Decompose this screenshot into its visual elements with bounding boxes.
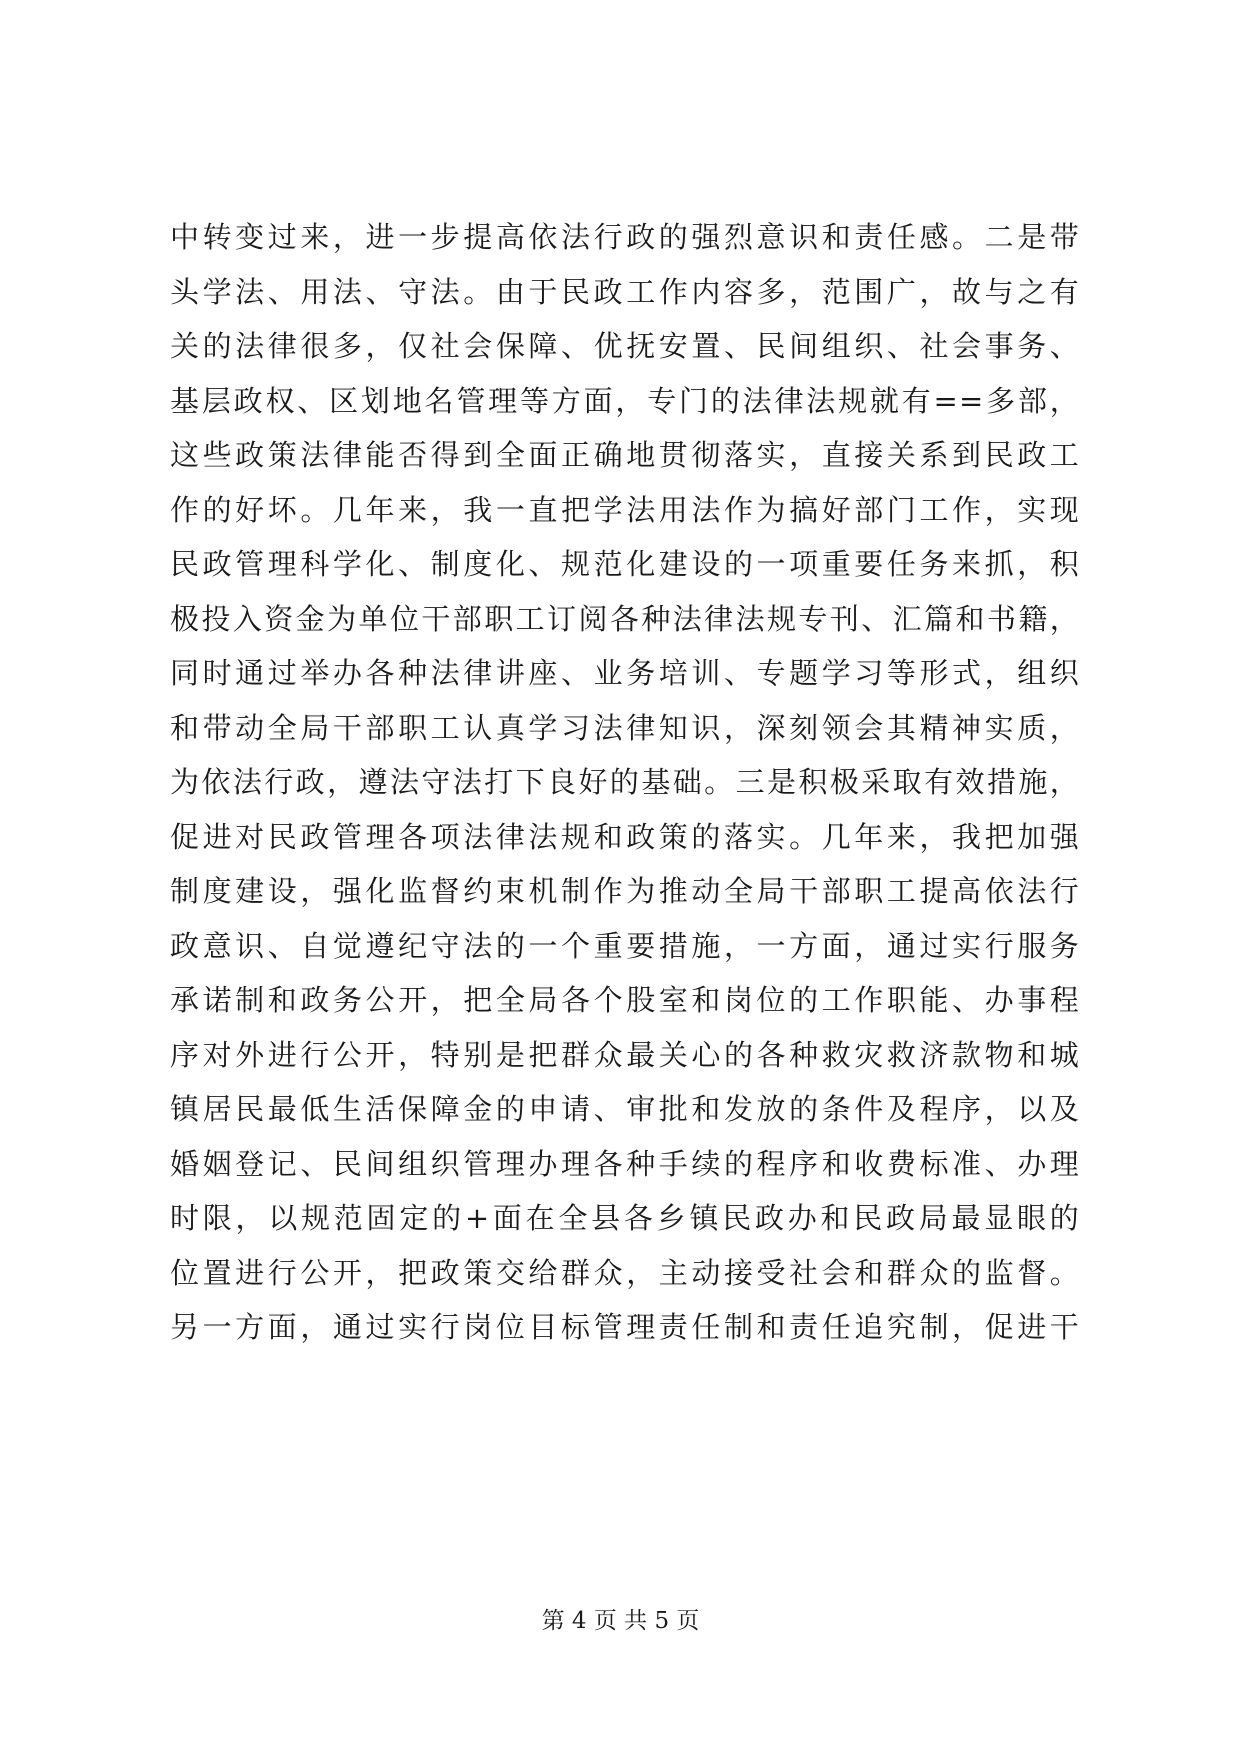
text-line: 承诺制和政务公开，把全局各个股室和岗位的工作职能、办事程 [170,983,1080,1017]
text-line: 序对外进行公开，特别是把群众最关心的各种救灾救济款物和城 [170,1037,1080,1072]
text-line: 婚姻登记、民间组织管理办理各种手续的程序和收费标准、办理 [170,1146,1080,1181]
text-line: 位置进行公开，把政策交给群众，主动接受社会和群众的监督。 [170,1255,1080,1290]
text-line: 和带动全局干部职工认真学习法律知识，深刻领会其精神实质， [170,710,1080,745]
text-line: 制度建设，强化监督约束机制作为推动全局干部职工提高依法行 [170,874,1080,908]
text-line: 头学法、用法、守法。由于民政工作内容多，范围广，故与之有 [170,274,1080,309]
text-line: 时限，以规范固定的+面在全县各乡镇民政办和民政局最显眼的 [170,1201,1080,1235]
text-line: 民政管理科学化、制度化、规范化建设的一项重要任务来抓，积 [170,547,1080,581]
text-line: 作的好坏。几年来，我一直把学法用法作为搞好部门工作，实现 [170,492,1080,527]
text-line: 这些政策法律能否得到全面正确地贯彻落实，直接关系到民政工 [170,438,1080,472]
text-line: 同时通过举办各种法律讲座、业务培训、专题学习等形式，组织 [170,656,1080,690]
page-footer [0,1606,1241,1636]
page-number-label: 第 4 页 共 5 页 [541,1608,700,1634]
text-line: 促进对民政管理各项法律法规和政策的落实。几年来，我把加强 [170,819,1080,854]
text-line: 为依法行政，遵法守法打下良好的基础。三是积极采取有效措施， [170,765,1080,799]
text-line: 另一方面，通过实行岗位目标管理责任制和责任追究制，促进干 [170,1310,1080,1344]
body-text [170,210,1080,1355]
text-line: 政意识、自觉遵纪守法的一个重要措施，一方面，通过实行服务 [170,928,1080,963]
text-line: 关的法律很多，仅社会保障、优抚安置、民间组织、社会事务、 [170,329,1080,363]
text-line: 极投入资金为单位干部职工订阅各种法律法规专刊、汇篇和书籍， [170,601,1080,636]
text-line: 镇居民最低生活保障金的申请、审批和发放的条件及程序，以及 [170,1092,1080,1126]
text-line: 基层政权、区划地名管理等方面，专门的法律法规就有==多部， [170,383,1080,418]
text-line: 中转变过来，进一步提高依法行政的强烈意识和责任感。二是带 [170,220,1080,254]
